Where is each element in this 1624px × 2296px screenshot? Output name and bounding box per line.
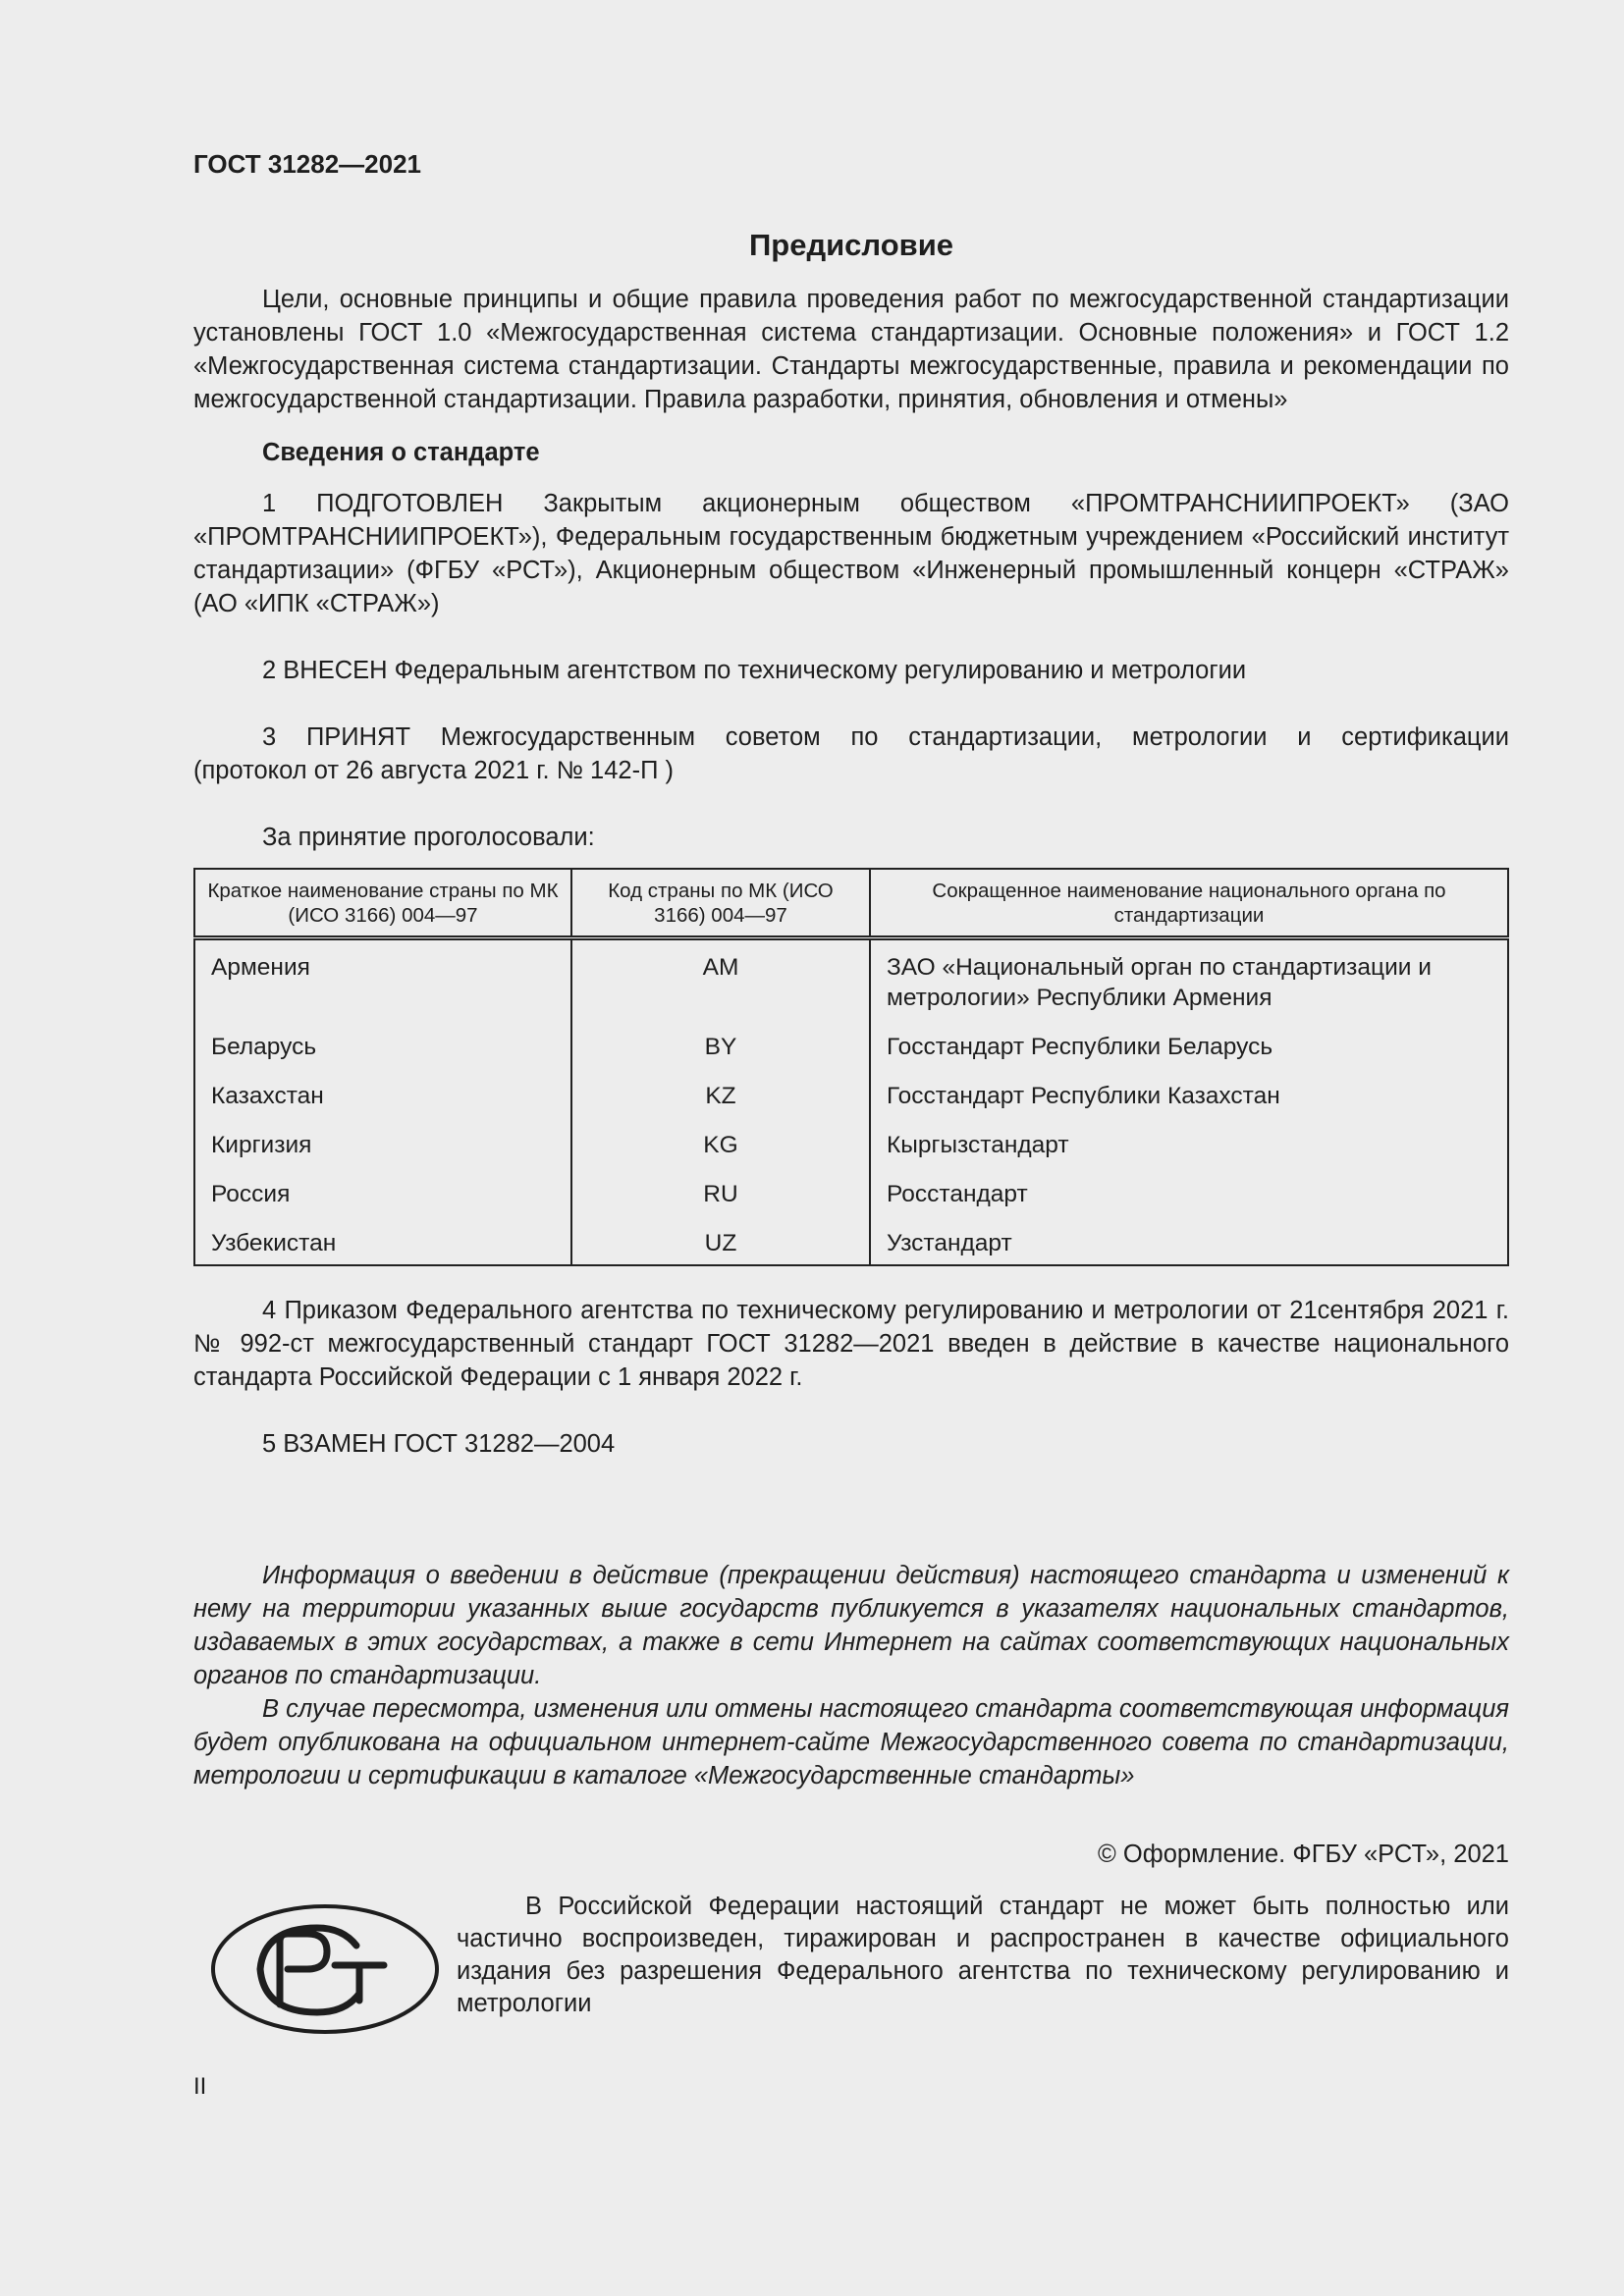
cell-code: KZ — [571, 1062, 870, 1111]
cell-country: Киргизия — [194, 1111, 571, 1160]
standard-info-item-3-line-1: 3 ПРИНЯТ Межгосударственным советом по стандартизации, метрологии и сертификации — [262, 723, 1509, 751]
cell-code: UZ — [571, 1209, 870, 1265]
cell-body: Узстандарт — [887, 1230, 1012, 1256]
cell-body: Госстандарт Республики Беларусь — [887, 1034, 1273, 1060]
table-row — [194, 1209, 1508, 1265]
cell-code: RU — [571, 1160, 870, 1209]
cell-country: Казахстан — [194, 1062, 571, 1111]
voting-table — [193, 868, 1509, 1266]
copyright-restriction-text: В Российской Федерации настоящий стандарт не может быть полностью или частично воспроизведен, тиражирован и распространен в качестве официального издания без разрешения Федерального агентства по техническому регулированию и метрологии — [457, 1893, 1509, 2017]
voted-label: За принятие проголосовали: — [262, 824, 595, 851]
header-country: Краткое наименование страны по МК (ИСО 3166) 004—97 — [194, 869, 571, 938]
table-row — [194, 1013, 1508, 1062]
standard-info-item-2: 2 ВНЕСЕН Федеральным агентством по техническому регулированию и метрологии — [262, 657, 1247, 684]
cell-body: Росстандарт — [887, 1181, 1028, 1207]
cell-code: BY — [571, 1013, 870, 1062]
notice-paragraph-2: В случае пересмотра, изменения или отмены настоящего стандарта соответствующая информация будет опубликована на официальном интернет-сайте Межгосударственного совета по стандартизации, метрологии и сертификации в каталоге «Межгосударственные стандарты» — [193, 1695, 1509, 1789]
table-row — [194, 1160, 1508, 1209]
document-page — [193, 147, 1509, 2038]
publication-notice — [193, 1559, 1509, 1792]
cell-body: Кыргызстандарт — [887, 1132, 1069, 1158]
cell-country: Россия — [194, 1160, 571, 1209]
standard-info-item-4: 4 Приказом Федерального агентства по техническому регулированию и метрологии от 21сентября 2021 г. № 992-ст межгосударственный стандарт ГОСТ 31282—2021 введен в действие в качестве национального стандарта Российской Федерации с 1 января 2022 г. — [193, 1297, 1509, 1391]
table-row — [194, 938, 1508, 1014]
page-number: II — [193, 2073, 207, 2100]
cell-code: KG — [571, 1111, 870, 1160]
cell-country: Узбекистан — [194, 1209, 571, 1265]
table-row — [194, 1111, 1508, 1160]
cell-country: Беларусь — [194, 1013, 571, 1062]
standard-info-item-1: 1 ПОДГОТОВЛЕН Закрытым акционерным обществом «ПРОМТРАНСНИИПРОЕКТ» (ЗАО «ПРОМТРАНСНИИПРОЕКТ»), Федеральным государственным бюджетным учреждением «Российский институт стандартизации» (ФГБУ «РСТ»), Акционерным обществом «Инженерный промышленный концерн «СТРАЖ» (АО «ИПК «СТРАЖ») — [193, 490, 1509, 617]
header-body: Сокращенное наименование национального органа по стандартизации — [870, 869, 1508, 938]
notice-paragraph-1: Информация о введении в действие (прекращении действия) настоящего стандарта и изменений к нему на территории указанных выше государств публикуется в указателях национальных стандартов, издаваемых в этих государствах, а также в сети Интернет на сайтах соответствующих национальных органов по стандартизации. — [193, 1562, 1509, 1689]
table-row — [194, 1062, 1508, 1111]
standard-info-title: Сведения о стандарте — [262, 439, 540, 466]
cell-body: Госстандарт Республики Казахстан — [887, 1083, 1280, 1109]
standard-info-item-5: 5 ВЗАМЕН ГОСТ 31282—2004 — [262, 1430, 616, 1458]
document-code: ГОСТ 31282—2021 — [193, 149, 421, 179]
table-header-row — [194, 869, 1508, 938]
foreword-title: Предисловие — [748, 228, 953, 262]
cell-country: Армения — [194, 938, 571, 1014]
copyright-line: © Оформление. ФГБУ «РСТ», 2021 — [1098, 1841, 1509, 1868]
rst-logo-icon — [209, 1902, 441, 2036]
cell-code: AM — [571, 938, 870, 1014]
header-code: Код страны по МК (ИСО 3166) 004—97 — [571, 869, 870, 938]
footer — [193, 1891, 1509, 2038]
standard-info-item-3-line-2: (протокол от 26 августа 2021 г. № 142-П ) — [193, 757, 674, 784]
cell-body: ЗАО «Национальный орган по стандартизации и метрологии» Республики Армения — [887, 954, 1432, 1011]
foreword-intro: Цели, основные принципы и общие правила проведения работ по межгосударственной стандартизации установлены ГОСТ 1.0 «Межгосударственная система стандартизации. Основные положения» и ГОСТ 1.2 «Межгосударственная система стандартизации. Стандарты межгосударственные, правила и рекомендации по межгосударственной стандартизации. Правила разработки, принятия, обновления и отмены» — [193, 286, 1509, 413]
